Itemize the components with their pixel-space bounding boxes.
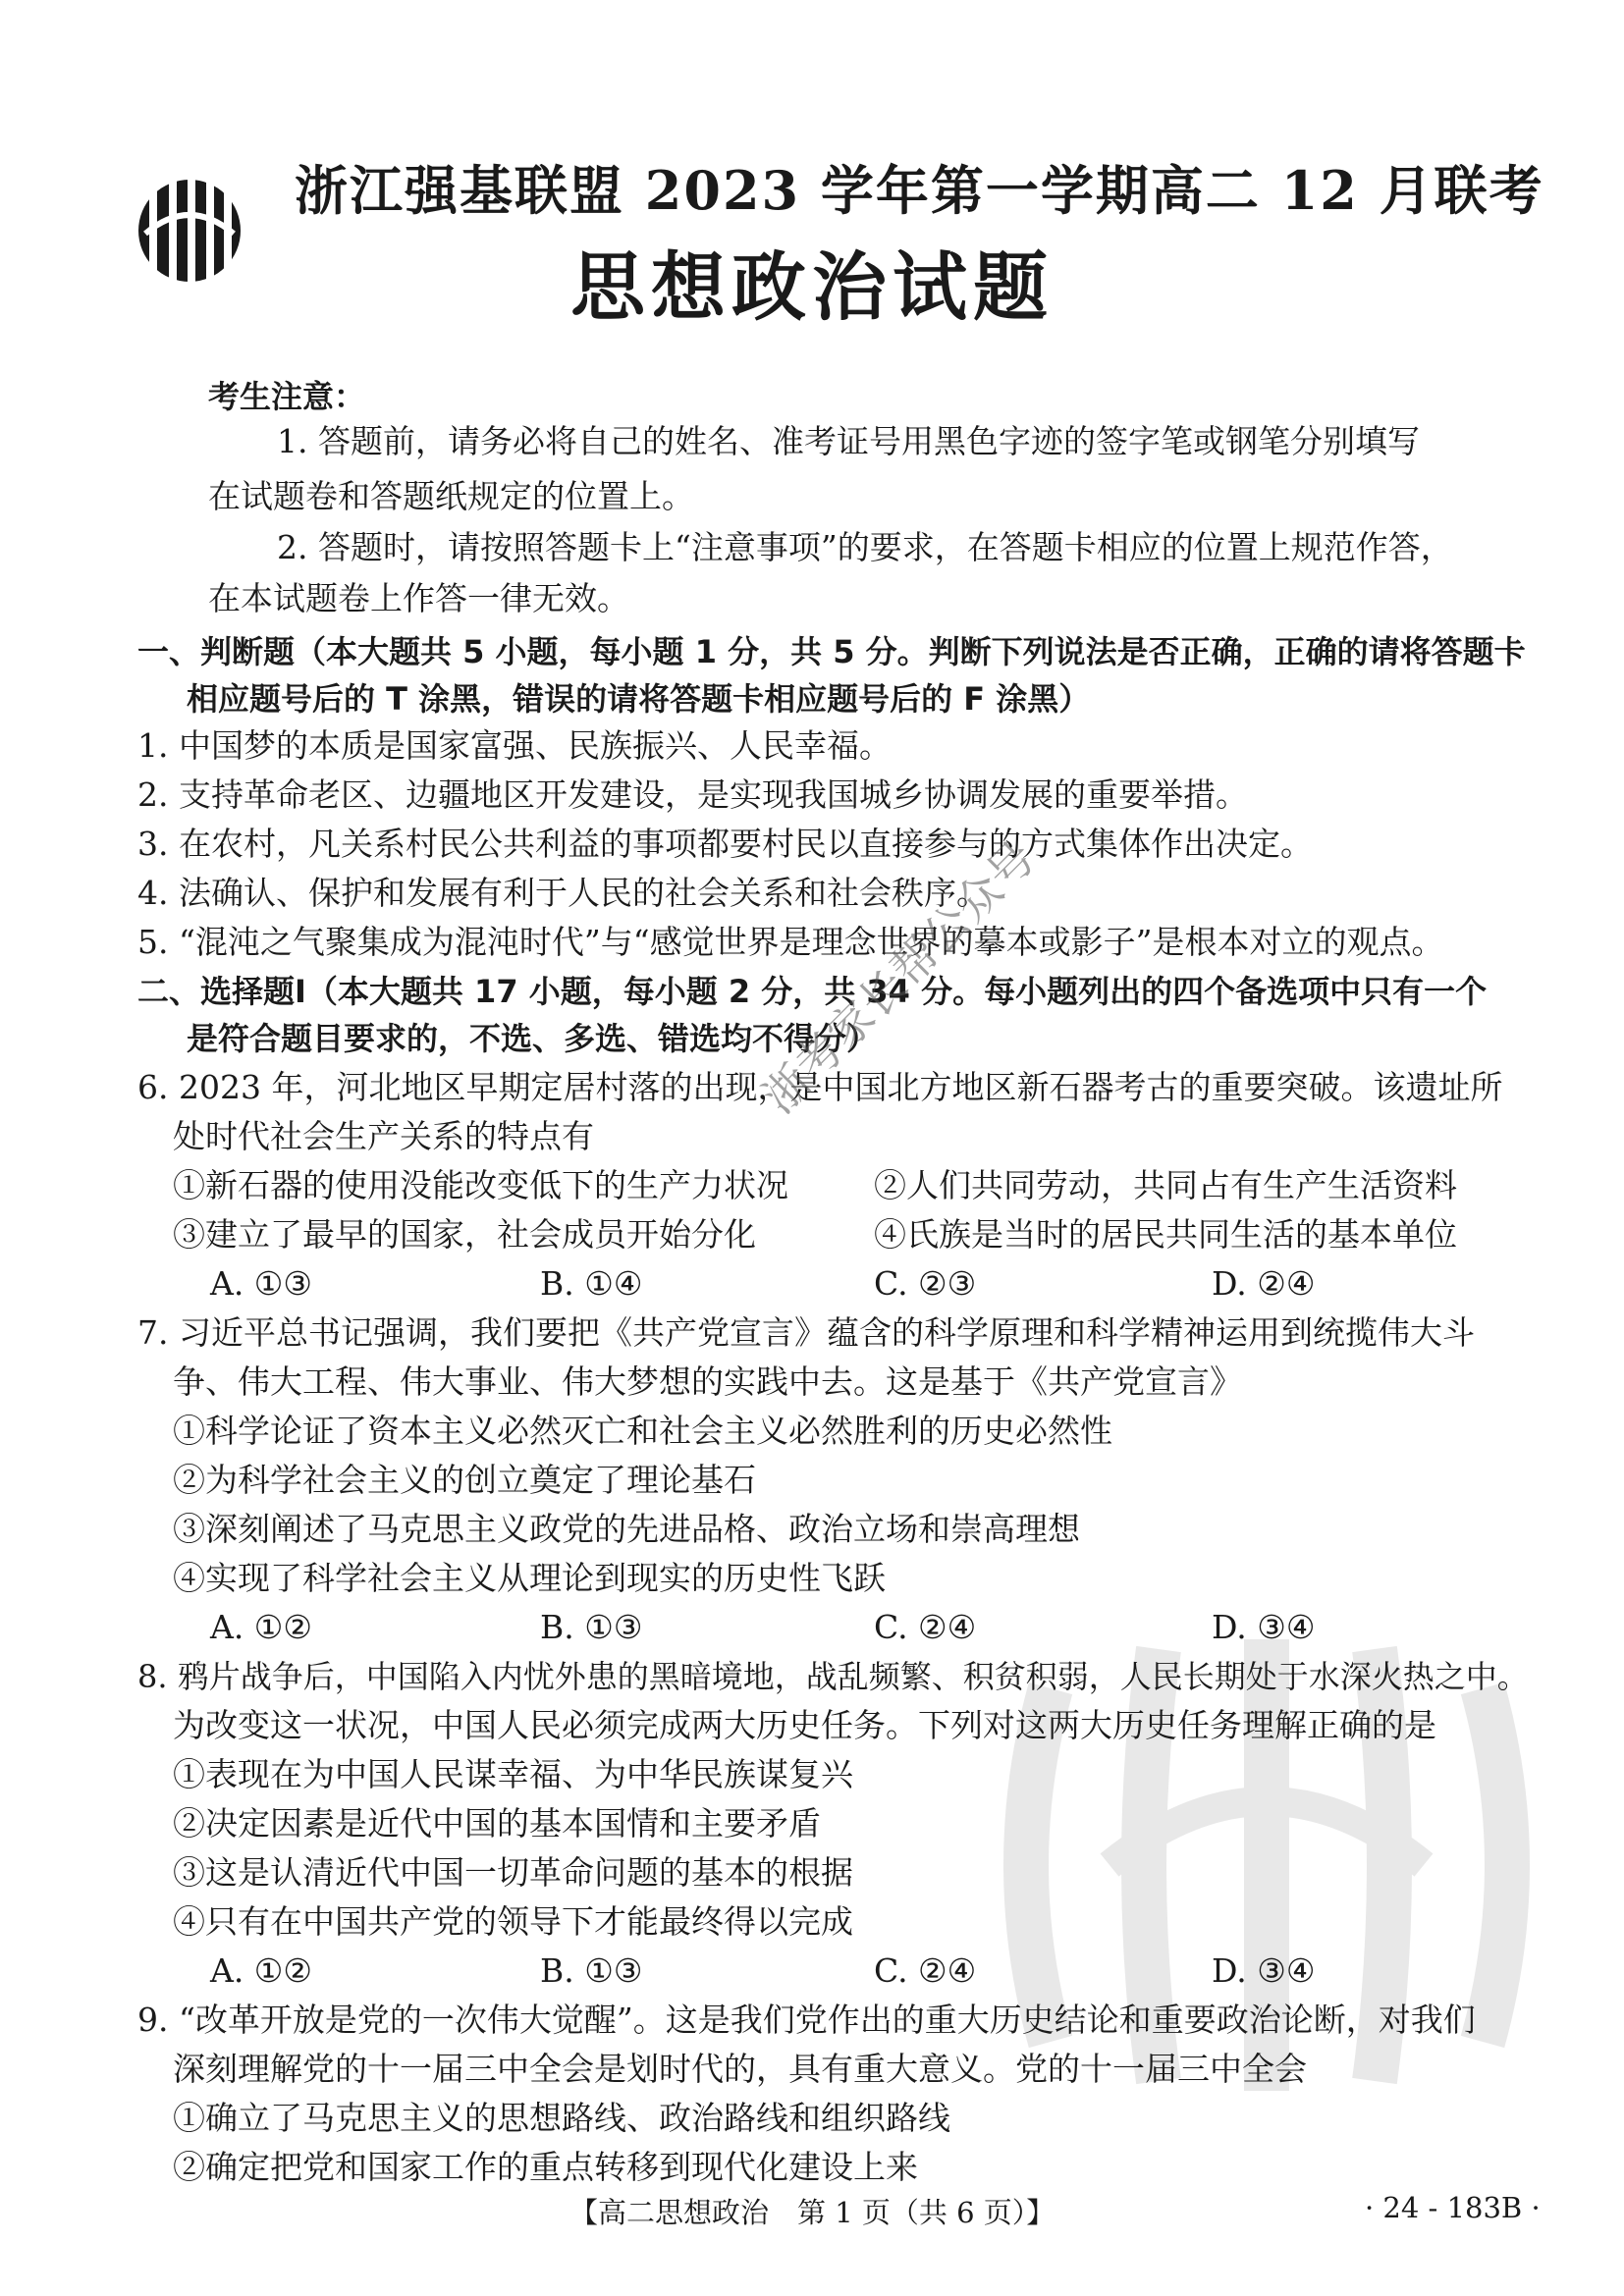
notice-item-2: 2. 答题时，请按照答题卡上“注意事项”的要求，在答题卡相应的位置上规范作答， xyxy=(277,528,1453,566)
question-4: 4. 法确认、保护和发展有利于人民的社会关系和社会秩序。 xyxy=(137,874,989,912)
question-8-option-b: B. ①③ xyxy=(540,1951,643,1990)
question-6-statement-4: ④氏族是当时的居民共同生活的基本单位 xyxy=(874,1215,1457,1254)
question-6-statement-2: ②人们共同劳动，共同占有生产生活资料 xyxy=(874,1166,1457,1204)
question-6-stem-cont: 处时代社会生产关系的特点有 xyxy=(173,1117,594,1155)
question-8-option-c: C. ②④ xyxy=(874,1951,977,1990)
question-7-option-c: C. ②④ xyxy=(874,1608,977,1646)
question-7-statement-4: ④实现了科学社会主义从理论到现实的历史性飞跃 xyxy=(173,1559,886,1597)
section-1-heading-cont: 相应题号后的 T 涂黑，错误的请将答题卡相应题号后的 F 涂黑） xyxy=(187,680,1091,718)
exam-title: 浙江强基联盟 2023 学年第一学期高二 12 月联考 xyxy=(295,159,1544,222)
question-8-option-d: D. ③④ xyxy=(1212,1951,1316,1990)
question-9-stem-cont: 深刻理解党的十一届三中全会是划时代的，具有重大意义。党的十一届三中全会 xyxy=(173,2050,1307,2088)
question-8-statement-3: ③这是认清近代中国一切革命问题的基本的根据 xyxy=(173,1853,853,1892)
question-6-stem: 6. 2023 年，河北地区早期定居村落的出现，是中国北方地区新石器考古的重要突破。该遗址所 xyxy=(137,1068,1503,1106)
question-1: 1. 中国梦的本质是国家富强、民族振兴、人民幸福。 xyxy=(137,726,892,765)
notice-heading: 考生注意： xyxy=(208,378,366,415)
question-9-statement-2: ②确定把党和国家工作的重点转移到现代化建设上来 xyxy=(173,2148,918,2186)
watermark-text: 浙考家长帮公众号 xyxy=(752,830,1046,1124)
question-8-statement-2: ②决定因素是近代中国的基本国情和主要矛盾 xyxy=(173,1804,821,1842)
question-6-option-c: C. ②③ xyxy=(874,1264,977,1303)
question-6-statement-3: ③建立了最早的国家，社会成员开始分化 xyxy=(173,1215,756,1254)
question-7-statement-1: ①科学论证了资本主义必然灭亡和社会主义必然胜利的历史必然性 xyxy=(173,1412,1112,1450)
question-8-stem: 8. 鸦片战争后，中国陷入内忧外患的黑暗境地，战乱频繁、积贫积弱，人民长期处于水深火热之中。 xyxy=(137,1658,1529,1695)
question-2: 2. 支持革命老区、边疆地区开发建设，是实现我国城乡协调发展的重要举措。 xyxy=(137,775,1248,814)
question-6-option-a: A. ①③ xyxy=(210,1264,312,1303)
notice-item-1: 1. 答题前，请务必将自己的姓名、准考证号用黑色字迹的签字笔或钢笔分别填写 xyxy=(277,422,1420,460)
question-6-option-b: B. ①④ xyxy=(540,1264,643,1303)
question-7-statement-2: ②为科学社会主义的创立奠定了理论基石 xyxy=(173,1461,756,1499)
question-6-statement-1: ①新石器的使用没能改变低下的生产力状况 xyxy=(173,1166,788,1204)
question-6-option-d: D. ②④ xyxy=(1212,1264,1316,1303)
question-7-option-d: D. ③④ xyxy=(1212,1608,1316,1646)
question-7-option-a: A. ①② xyxy=(210,1608,312,1646)
question-5: 5. “混沌之气聚集成为混沌时代”与“感觉世界是理念世界的摹本或影子”是根本对立的观点。 xyxy=(137,923,1444,961)
question-9-statement-1: ①确立了马克思主义的思想路线、政治路线和组织路线 xyxy=(173,2099,950,2137)
question-7-statement-3: ③深刻阐述了马克思主义政党的先进品格、政治立场和崇高理想 xyxy=(173,1510,1080,1548)
notice-item-1-cont: 在试题卷和答题纸规定的位置上。 xyxy=(208,477,694,515)
question-8-option-a: A. ①② xyxy=(210,1951,312,1990)
question-8-statement-1: ①表现在为中国人民谋幸福、为中华民族谋复兴 xyxy=(173,1755,853,1793)
question-7-stem: 7. 习近平总书记强调，我们要把《共产党宣言》蕴含的科学原理和科学精神运用到统揽伟大斗 xyxy=(137,1313,1475,1352)
question-8-stem-cont: 为改变这一状况，中国人民必须完成两大历史任务。下列对这两大历史任务理解正确的是 xyxy=(173,1706,1436,1744)
footer-code: · 24 - 183B · xyxy=(1365,2191,1541,2224)
notice-item-2-cont: 在本试题卷上作答一律无效。 xyxy=(208,579,629,617)
subject-title: 思想政治试题 xyxy=(570,243,1054,331)
section-2-heading-cont: 是符合题目要求的，不选、多选、错选均不得分） xyxy=(187,1020,879,1057)
question-9-stem: 9. “改革开放是党的一次伟大觉醒”。这是我们党作出的重大历史结论和重要政治论断，对我们 xyxy=(137,2001,1476,2039)
question-7-stem-cont: 争、伟大工程、伟大事业、伟大梦想的实践中去。这是基于《共产党宣言》 xyxy=(173,1362,1242,1401)
question-7-option-b: B. ①③ xyxy=(540,1608,643,1646)
question-3: 3. 在农村，凡关系村民公共利益的事项都要村民以直接参与的方式集体作出决定。 xyxy=(137,825,1313,863)
question-8-statement-4: ④只有在中国共产党的领导下才能最终得以完成 xyxy=(173,1902,853,1941)
section-2-heading: 二、选择题Ⅰ（本大题共 17 小题，每小题 2 分，共 34 分。每小题列出的四个备选项中只有一个 xyxy=(137,973,1488,1010)
section-1-heading: 一、判断题（本大题共 5 小题，每小题 1 分，共 5 分。判断下列说法是否正确，正确的请将答题卡 xyxy=(137,633,1526,670)
footer-page-label: 【高二思想政治 第 1 页（共 6 页）】 xyxy=(569,2196,1056,2229)
